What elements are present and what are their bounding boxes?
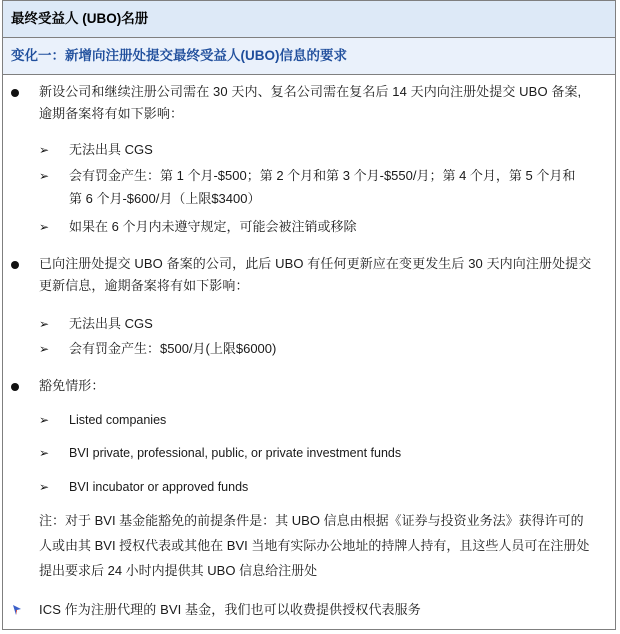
list-item-text: BVI private, professional, public, or private investment funds [69, 446, 402, 460]
bullet-icon [11, 383, 19, 391]
footer-text: ICS 作为注册代理的 BVI 基金，我们也可以收费提供授权代表服务 [39, 602, 421, 617]
pointer-icon [11, 604, 23, 616]
arrow-bullet-icon: ➢ [39, 413, 50, 427]
note-line: 人或由其 BVI 授权代表或其他在 BVI 当地有实际办公地址的持牌人持有，且这些人员可在注册处 [39, 538, 590, 553]
list-item-text: BVI incubator or approved funds [69, 480, 249, 494]
list-item-text: 第 6 个月-$600/月（上限$3400） [69, 191, 261, 206]
table-title: 最终受益人 (UBO)名册 [3, 1, 615, 38]
list-item-text: 会有罚金产生：$500/月(上限$6000) [69, 341, 277, 356]
paragraph-line: 更新信息，逾期备案将有如下影响： [39, 278, 249, 293]
arrow-bullet-icon: ➢ [39, 220, 50, 234]
content-cell [3, 75, 615, 629]
list-item-text: 无法出具 CGS [69, 142, 153, 157]
section-title: 豁免情形： [39, 378, 105, 393]
ubo-table [2, 0, 616, 630]
list-item-text: 会有罚金产生：第 1 个月-$500；第 2 个月和第 3 个月-$550/月；第 4 个月，第 5 个月和 [69, 168, 576, 183]
note-line: 注：对于 BVI 基金能豁免的前提条件是：其 UBO 信息由根据《证券与投资业务法》获得许可的 [39, 513, 584, 528]
arrow-bullet-icon: ➢ [39, 143, 50, 157]
bullet-icon [11, 261, 19, 269]
arrow-bullet-icon: ➢ [39, 317, 50, 331]
arrow-bullet-icon: ➢ [39, 169, 50, 183]
change-title: 变化一：新增向注册处提交最终受益人(UBO)信息的要求 [3, 38, 615, 75]
paragraph-line: 已向注册处提交 UBO 备案的公司，此后 UBO 有任何更新应在变更发生后 30 天内向注册处提交 [39, 256, 592, 271]
bullet-icon [11, 89, 19, 97]
paragraph-line: 逾期备案将有如下影响： [39, 106, 184, 121]
list-item-text: 无法出具 CGS [69, 316, 153, 331]
list-item-text: 如果在 6 个月内未遵守规定，可能会被注销或移除 [69, 219, 357, 234]
list-item-text: Listed companies [69, 413, 167, 427]
paragraph-line: 新设公司和继续注册公司需在 30 天内、复名公司需在复名后 14 天内向注册处提交 UBO 备案, [39, 84, 582, 99]
arrow-bullet-icon: ➢ [39, 480, 50, 494]
note-line: 提出要求后 24 小时内提供其 UBO 信息给注册处 [39, 563, 318, 578]
arrow-bullet-icon: ➢ [39, 446, 50, 460]
arrow-bullet-icon: ➢ [39, 342, 50, 356]
